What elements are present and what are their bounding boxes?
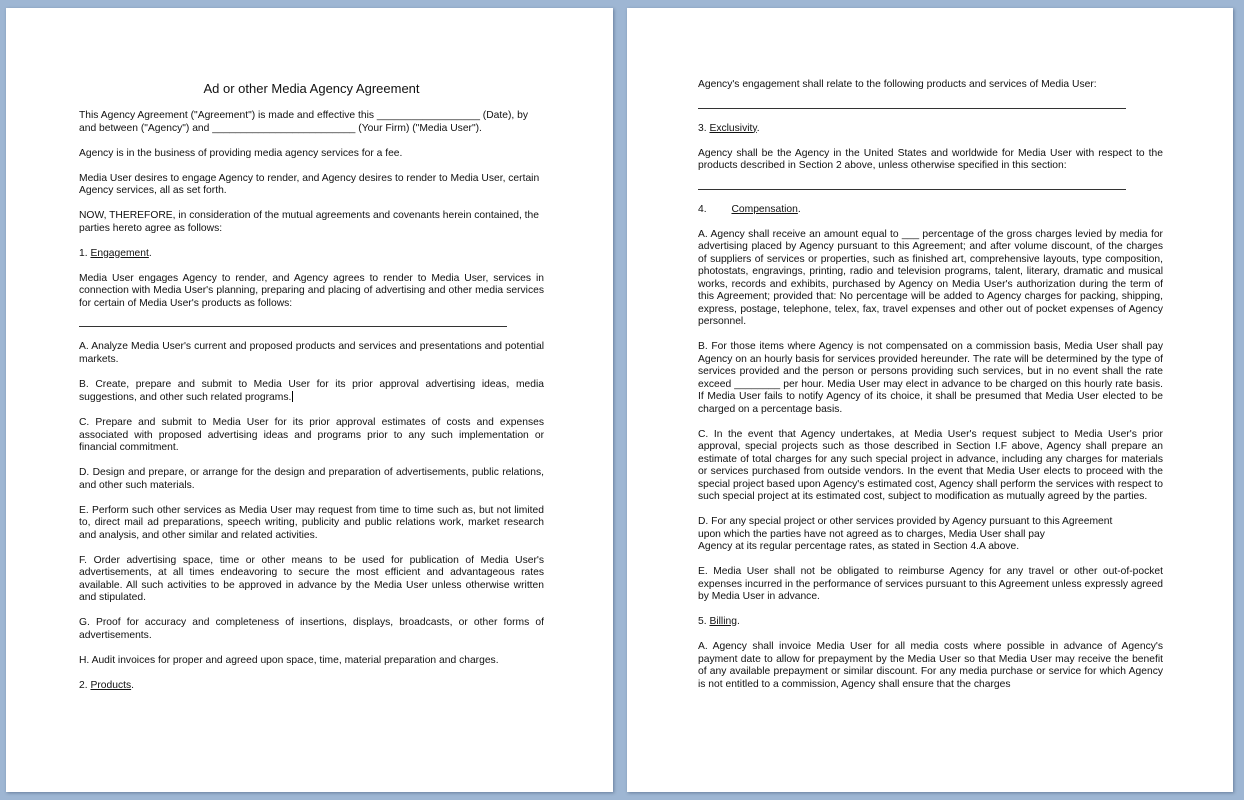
blank-line: [698, 108, 1126, 109]
list-item[interactable]: [79, 467, 544, 492]
section-text-line: D. For any special project or other services provided by Agency pursuant to this Agreement: [698, 516, 1113, 527]
list-item-text: H. Audit invoices for proper and agreed upon space, time, material preparation and charges.: [79, 654, 499, 666]
section-heading[interactable]: 5. Billing.: [698, 616, 740, 627]
section-number: 2.: [79, 679, 88, 691]
section-number: 3.: [698, 122, 707, 134]
list-item[interactable]: [79, 655, 544, 668]
list-item-text: G. Proof for accuracy and completeness of insertions, displays, broadcasts, or other forms of advertisements.: [79, 617, 544, 641]
page-left-content: [79, 81, 544, 705]
section-title: Compensation: [731, 203, 798, 215]
section-text: Agency's engagement shall relate to the following products and services of Media User:: [698, 79, 1097, 90]
list-item-text: A. Analyze Media User's current and proposed products and services and presentations and potential markets.: [79, 341, 544, 365]
section-text: Agency shall be the Agency in the United States and worldwide for Media User with respect to the products described in Section 2 above, unless otherwise specified in this section:: [698, 147, 1163, 171]
section-title: Billing: [709, 616, 737, 627]
list-item[interactable]: [79, 505, 544, 543]
section-paragraph[interactable]: [698, 641, 1163, 691]
section-text: A. Agency shall receive an amount equal to ___ percentage of the gross charges levied by media for advertising placed by Agency pursuant to this Agreement; and after volume discount, of the charges of suppliers of services or properties, such as finished art, comprehensive layouts, type composition, photostats, engravings, printing, radio and television programs, talent, literary, dramatic and musical works, records and exhibits, purchased by Agency on Media User's authorization during the term of this Agreement; provided that: No percentage will be added to Agency charges for packing, shipping, express, postage, telephone, telex, fax, travel expenses and other out of pocket expenses of Agency personnel.: [698, 228, 1163, 327]
document-title: Ad or other Media Agency Agreement: [203, 81, 420, 96]
section-heading[interactable]: 4. Compensation.: [698, 203, 801, 215]
list-item[interactable]: [79, 341, 544, 366]
intro-paragraph[interactable]: [79, 110, 544, 135]
section-number: 4.: [698, 203, 707, 215]
section-paragraph[interactable]: [698, 429, 1163, 504]
text-cursor: [292, 391, 293, 402]
section-paragraph[interactable]: [698, 516, 1163, 554]
list-item[interactable]: [79, 379, 544, 405]
blank-line: [698, 189, 1126, 190]
intro-text: Media User desires to engage Agency to render, and Agency desires to render to Media User, certain Agency services, all as set forth.: [79, 172, 540, 196]
list-item-text: E. Perform such other services as Media User may request from time to time such as, but not limited to, direct mail ad preparations, speech writing, publicity and public relations work, market research and analysis, and other similar and related activities.: [79, 504, 544, 541]
list-item[interactable]: [79, 617, 544, 642]
list-item-text: C. Prepare and submit to Media User for its prior approval estimates of costs and expenses associated with proposed advertising ideas and programs prior to any such implementation or financial commitment.: [79, 417, 544, 453]
section-number: 5.: [698, 616, 707, 627]
section-text: Media User engages Agency to render, and Agency agrees to render to Media User, services in connection with Media User's planning, preparing and placing of advertising and other media services for certain of Media User's products as follows:: [79, 272, 544, 309]
blank-line: [79, 326, 507, 327]
section-text: C. In the event that Agency undertakes, at Media User's request subject to Media User's prior approval, special projects such as those described in Section I.F above, Agency shall prepare an estimate of total charges for any such special project in advance, including any charges for materials or services purchased from outside vendors. In the event that Media User elects to proceed with the special project based upon Agency's estimated cost, Agency shall perform the services with respect to such special project at its estimated cost, subject to modification as mutually agreed by the parties.: [698, 428, 1163, 502]
intro-paragraph[interactable]: [79, 210, 544, 235]
document-page-left: [6, 8, 613, 792]
section-title: Engagement: [90, 247, 149, 259]
section-text: A. Agency shall invoice Media User for all media costs where possible in advance of Agency's payment date to allow for prepayment by the Media User so that Media User may receive the benefit of any available prepayment or similar discount. For any media purchase or service for which Agency is not entitled to a commission, Agency shall ensure that the charges: [698, 641, 1163, 690]
section-paragraph[interactable]: [698, 148, 1163, 173]
section-number: 1.: [79, 247, 88, 259]
document-page-right: [627, 8, 1233, 792]
section-heading[interactable]: 2. Products.: [79, 679, 134, 691]
list-item-text: B. Create, prepare and submit to Media User for its prior approval advertising ideas, media suggestions, and other such related programs.: [79, 378, 544, 403]
intro-paragraph[interactable]: [79, 148, 544, 161]
section-text: E. Media User shall not be obligated to reimburse Agency for any travel or other out-of-pocket expenses incurred in the performance of services pursuant to this Agreement unless expressly agreed by Media User in advance.: [698, 566, 1163, 602]
section-title: Products: [90, 679, 132, 691]
section-text: B. For those items where Agency is not compensated on a commission basis, Media User shall pay Agency on an hourly basis for services provided hereunder. The rate will be determined by the type of services provided and the person or persons providing such services, but in no event shall the rate exceed ________ per hour. Media User may elect in advance to be charged on this hourly rate basis. If Media User fails to notify Agency of its choice, it shall be presumed that Media User elected to be charged on a percentage basis.: [698, 341, 1163, 415]
section-paragraph[interactable]: [698, 341, 1163, 416]
list-item-text: D. Design and prepare, or arrange for the design and preparation of advertisements, public relations, and other such materials.: [79, 467, 544, 491]
section-paragraph[interactable]: [698, 229, 1163, 329]
section-paragraph[interactable]: [698, 79, 1163, 92]
list-item[interactable]: [79, 417, 544, 455]
section-text-line: Agency at its regular percentage rates, as stated in Section 4.A above.: [698, 541, 1020, 552]
section-heading[interactable]: 3. Exclusivity.: [698, 122, 760, 134]
section-paragraph[interactable]: [698, 566, 1163, 604]
intro-paragraph[interactable]: [79, 173, 544, 198]
section-text-line: upon which the parties have not agreed as to charges, Media User shall pay: [698, 528, 1045, 540]
section-paragraph[interactable]: [79, 273, 544, 311]
section-title: Exclusivity: [709, 122, 757, 134]
section-heading[interactable]: 1. Engagement.: [79, 247, 152, 259]
intro-text: This Agency Agreement ("Agreement") is made and effective this __________________ (Date), by and between ("Agency") and _________________________ (Your Firm) ("Media User").: [79, 110, 529, 134]
intro-text: NOW, THEREFORE, in consideration of the mutual agreements and covenants herein contained, the parties hereto agree as follows:: [79, 210, 539, 234]
list-item[interactable]: [79, 555, 544, 605]
page-right-content: [698, 79, 1163, 704]
list-item-text: F. Order advertising space, time or other means to be used for publication of Media User's advertisements, at all times endeavoring to secure the most efficient and advantageous rates available. All such activities to be approved in advance by the Media User unless otherwise written and stipulated.: [79, 554, 544, 603]
intro-text: Agency is in the business of providing media agency services for a fee.: [79, 147, 403, 159]
